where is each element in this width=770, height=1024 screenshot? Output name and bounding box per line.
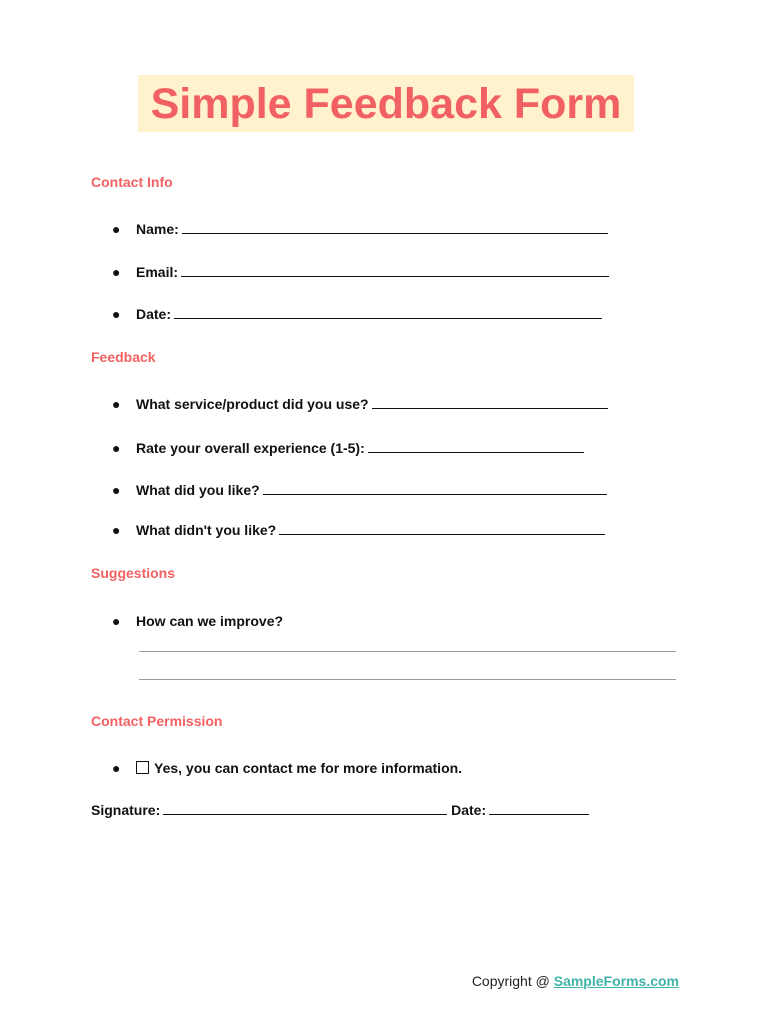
- field-date: [112, 306, 602, 322]
- field-rating: [112, 440, 584, 456]
- field-label: Email:: [136, 264, 179, 280]
- field-label: Rate your overall experience (1-5):: [136, 440, 365, 456]
- field-improve: [112, 613, 283, 629]
- section-heading-contact-permission: Contact Permission: [91, 713, 223, 729]
- bullet-icon: ●: [112, 221, 121, 237]
- bullet-icon: ●: [112, 613, 121, 629]
- improve-answer-line-1[interactable]: [139, 651, 676, 652]
- bullet-icon: ●: [112, 306, 121, 322]
- field-label: What didn't you like?: [136, 522, 277, 538]
- brand-link[interactable]: SampleForms.com: [553, 973, 679, 989]
- improve-answer-line-2[interactable]: [139, 679, 676, 680]
- copyright-prefix: Copyright @: [471, 973, 550, 989]
- signature-row: [91, 802, 589, 818]
- form-title: Simple Feedback Form: [138, 75, 634, 132]
- name-blank-line[interactable]: [182, 221, 608, 234]
- field-liked: [112, 482, 607, 498]
- bullet-icon: ●: [112, 482, 121, 498]
- signature-date-label: Date:: [451, 802, 487, 818]
- field-name: [112, 221, 608, 237]
- field-label: Date:: [136, 306, 172, 322]
- email-blank-line[interactable]: [181, 264, 609, 277]
- permission-checkbox[interactable]: [136, 761, 149, 774]
- permission-option: [112, 760, 462, 776]
- section-heading-feedback: Feedback: [91, 349, 156, 365]
- signature-date-blank-line[interactable]: [489, 802, 589, 815]
- rating-blank-line[interactable]: [368, 440, 584, 453]
- field-label: How can we improve?: [136, 613, 284, 629]
- disliked-blank-line[interactable]: [279, 522, 605, 535]
- signature-label: Signature:: [91, 802, 161, 818]
- liked-blank-line[interactable]: [263, 482, 607, 495]
- bullet-icon: ●: [112, 396, 121, 412]
- field-label: What service/product did you use?: [136, 396, 369, 412]
- permission-label: Yes, you can contact me for more information.: [154, 760, 463, 776]
- field-disliked: [112, 522, 605, 538]
- bullet-icon: ●: [112, 522, 121, 538]
- field-label: Name:: [136, 221, 179, 237]
- field-label: What did you like?: [136, 482, 260, 498]
- bullet-icon: ●: [112, 264, 121, 280]
- bullet-icon: ●: [112, 760, 121, 776]
- section-heading-suggestions: Suggestions: [91, 565, 176, 581]
- footer-copyright: [472, 973, 679, 989]
- section-heading-contact-info: Contact Info: [91, 174, 173, 190]
- field-service-product: [112, 396, 608, 412]
- signature-blank-line[interactable]: [163, 802, 447, 815]
- date-blank-line[interactable]: [174, 306, 602, 319]
- field-email: [112, 264, 609, 280]
- bullet-icon: ●: [112, 440, 121, 456]
- service-blank-line[interactable]: [372, 396, 608, 409]
